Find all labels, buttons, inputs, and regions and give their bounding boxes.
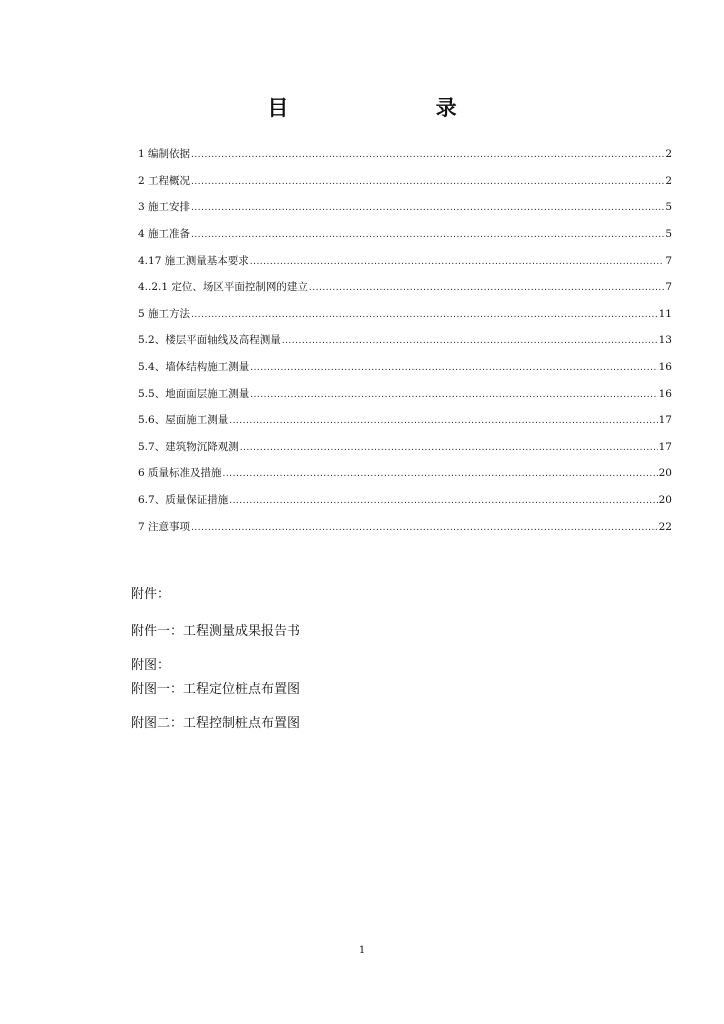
toc-leader-dots bbox=[282, 334, 658, 348]
appendix-item: 附件一：工程测量成果报告书 bbox=[131, 624, 301, 639]
toc-entry[interactable] bbox=[138, 407, 672, 434]
toc-entry-page: 13 bbox=[658, 334, 672, 347]
toc-entry[interactable] bbox=[138, 327, 672, 354]
figure-item: 附图二：工程控制桩点布置图 bbox=[131, 716, 301, 731]
toc-entry-page: 7 bbox=[665, 281, 672, 294]
toc-entry[interactable] bbox=[138, 513, 672, 540]
toc-entry-label: 4 施工准备 bbox=[138, 228, 191, 241]
toc-entry-page: 17 bbox=[658, 414, 672, 427]
toc-leader-dots bbox=[250, 255, 665, 269]
toc-entry-page: 17 bbox=[658, 440, 672, 453]
toc-leader-dots bbox=[223, 467, 658, 481]
toc-entry-label: 3 施工安排 bbox=[138, 201, 191, 214]
appendix-heading: 附件： bbox=[131, 587, 171, 602]
toc-entry-label: 5.5、地面面层施工测量 bbox=[138, 387, 250, 400]
toc-entry-page: 22 bbox=[658, 520, 672, 533]
appendix-section bbox=[131, 583, 300, 734]
toc-entry-label: 5.2、楼层平面轴线及高程测量 bbox=[138, 334, 281, 347]
toc-leader-dots bbox=[229, 414, 657, 428]
toc-entry[interactable] bbox=[138, 380, 672, 407]
toc-entry-label: 5.6、屋面施工测量 bbox=[138, 414, 229, 427]
toc-entry-label: 6.7、质量保证措施 bbox=[138, 494, 229, 507]
toc-entry[interactable] bbox=[138, 460, 672, 487]
toc-entry-page: 2 bbox=[665, 174, 672, 187]
toc-entry-label: 7 注意事项 bbox=[138, 520, 191, 533]
table-of-contents bbox=[138, 141, 672, 540]
figures-heading: 附图： bbox=[131, 658, 171, 673]
toc-entry[interactable] bbox=[138, 221, 672, 248]
toc-entry-label: 6 质量标准及措施 bbox=[138, 467, 222, 480]
toc-leader-dots bbox=[191, 201, 664, 215]
toc-entry[interactable] bbox=[138, 301, 672, 328]
toc-entry[interactable] bbox=[138, 141, 672, 168]
figure-item: 附图一：工程定位桩点布置图 bbox=[131, 682, 301, 697]
toc-entry[interactable] bbox=[138, 168, 672, 195]
toc-leader-dots bbox=[191, 521, 658, 535]
toc-entry-label: 1 编制依据 bbox=[138, 148, 191, 161]
toc-entry[interactable] bbox=[138, 487, 672, 514]
toc-leader-dots bbox=[250, 361, 657, 375]
toc-entry-page: 2 bbox=[665, 148, 672, 161]
toc-entry-label: 5.4、墙体结构施工测量 bbox=[138, 361, 250, 374]
toc-entry-page: 5 bbox=[665, 201, 672, 214]
toc-leader-dots bbox=[229, 494, 657, 508]
toc-entry-page: 5 bbox=[665, 228, 672, 241]
toc-leader-dots bbox=[309, 281, 664, 295]
toc-entry-page: 20 bbox=[658, 467, 672, 480]
toc-entry[interactable] bbox=[138, 434, 672, 461]
toc-entry[interactable] bbox=[138, 194, 672, 221]
toc-entry-label: 2 工程概况 bbox=[138, 174, 191, 187]
toc-leader-dots bbox=[191, 175, 664, 189]
toc-entry-page: 20 bbox=[658, 494, 672, 507]
toc-entry[interactable] bbox=[138, 247, 672, 274]
page-number: 1 bbox=[358, 945, 366, 956]
page-title: 目 录 bbox=[267, 96, 527, 120]
toc-entry-label: 5 施工方法 bbox=[138, 307, 191, 320]
toc-leader-dots bbox=[250, 388, 657, 402]
toc-entry-page: 16 bbox=[658, 387, 672, 400]
toc-entry-page: 11 bbox=[658, 307, 672, 320]
toc-leader-dots bbox=[191, 308, 658, 322]
toc-entry-label: 4.17 施工测量基本要求 bbox=[138, 254, 249, 267]
toc-leader-dots bbox=[240, 441, 658, 455]
toc-entry-page: 7 bbox=[665, 254, 672, 267]
toc-entry-label: 4..2.1 定位、场区平面控制网的建立 bbox=[138, 281, 308, 294]
toc-leader-dots bbox=[191, 228, 664, 242]
toc-entry[interactable] bbox=[138, 274, 672, 301]
toc-leader-dots bbox=[191, 148, 664, 162]
toc-entry-label: 5.7、建筑物沉降观测 bbox=[138, 440, 239, 453]
toc-entry-page: 16 bbox=[658, 361, 672, 374]
toc-entry[interactable] bbox=[138, 354, 672, 381]
